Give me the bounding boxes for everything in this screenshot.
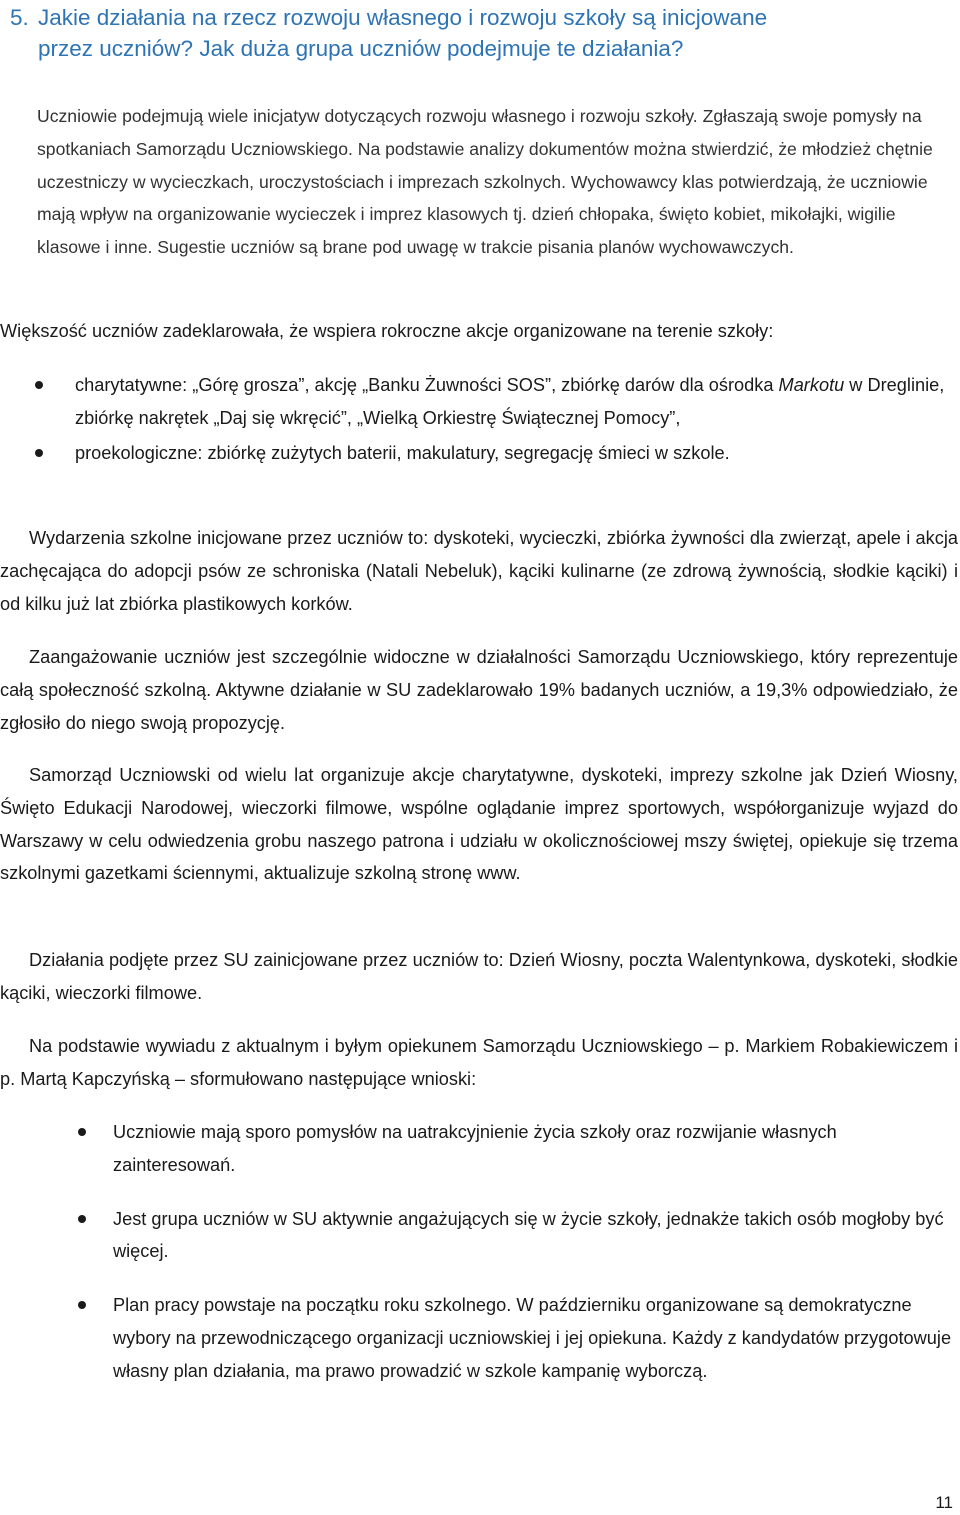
conclusion-text: Jest grupa uczniów w SU aktywnie angażujących się w życie szkoły, jednakże takich osób mogłoby być więcej.: [113, 1208, 944, 1262]
council-paragraph: [0, 759, 958, 890]
bullet-icon: [78, 1215, 86, 1223]
engagement-paragraph: [0, 641, 958, 739]
section-number: 5.: [10, 5, 29, 30]
bullet-icon: [35, 381, 43, 389]
council-text: Samorząd Uczniowski od wielu lat organizuje akcje charytatywne, dyskoteki, imprezy szkolne jak Dzień Wiosny, Święto Edukacji Narodowej, wieczorki filmowe, wspólne oglądanie imprez sportowych, współorganizuje wyjazd do Warszawy w celu odwiedzenia grobu naszego patrona i udziału w okolicznościowej mszy świętej, opiekuje się trzema szkolnymi gazetkami ściennymi, aktualizuje szkolną stronę www.: [0, 765, 958, 884]
bullet-icon: [78, 1301, 86, 1309]
list-item: [113, 1289, 953, 1387]
list-item: [75, 437, 955, 470]
section-heading-line-2: przez uczniów? Jak duża grupa uczniów podejmuje te działania?: [38, 36, 684, 61]
charity-text-start: charytatywne: „Górę grosza”, akcję „Banku Żuwności SOS”, zbiórkę darów dla ośrodka: [75, 375, 779, 395]
events-paragraph: [0, 522, 958, 620]
ecology-text: proekologiczne: zbiórkę zużytych baterii, makulatury, segregację śmieci w szkole.: [75, 442, 730, 463]
bullet-icon: [78, 1128, 86, 1136]
list-item: [113, 1203, 953, 1269]
charity-text-end: w Dreglinie, zbiórkę nakrętek „Daj się wkręcić”, „Wielką Orkiestrę Świątecznej Pomocy”,: [75, 375, 945, 428]
initiated-text: Działania podjęte przez SU zainicjowane przez uczniów to: Dzień Wiosny, poczta Walentynkowa, dyskoteki, słodkie kąciki, wieczorki filmowe.: [0, 950, 958, 1003]
list-item: [75, 369, 955, 435]
conclusion-text: Uczniowie mają sporo pomysłów na uatrakcyjnienie życia szkoły oraz rozwijanie własnych zainteresowań.: [113, 1122, 837, 1175]
school-actions-list: [75, 369, 955, 469]
intro-paragraph: Uczniowie podejmują wiele inicjatyw dotyczących rozwoju własnego i rozwoju szkoły. Zgłaszają swoje pomysły na spotkaniach Samorządu Uczniowskiego. Na podstawie analizy dokumentów można stwierdzić, że młodzież chętnie uczestniczy w wycieczkach, uroczystościach i imprezach szkolnych. Wychowawcy klas potwierdzają, że uczniowie mają wpływ na organizowanie wycieczek i imprez klasowych tj. dzień chłopaka, święto kobiet, mikołajki, wigilie klasowe i inne. Sugestie uczniów są brane pod uwagę w trakcie pisania planów wychowawczych.: [37, 106, 933, 258]
bullet-icon: [35, 449, 43, 457]
conclusion-text: Plan pracy powstaje na początku roku szkolnego. W październiku organizowane są demokratyczne wybory na przewodniczącego organizacji uczniowskiej i jej opiekuna. Każdy z kandydatów przygotowuje własny plan działania, ma prawo prowadzić w szkole kampanię wyborczą.: [113, 1295, 952, 1381]
initiated-paragraph: [0, 944, 958, 1010]
interview-text: Na podstawie wywiadu z aktualnym i byłym opiekunem Samorządu Uczniowskiego – p. Markiem Robakiewiczem i p. Martą Kapczyńską – sformułowano następujące wnioski:: [0, 1036, 958, 1089]
conclusions-list: [113, 1116, 953, 1388]
interview-paragraph: [0, 1030, 958, 1096]
section-heading: [10, 2, 955, 64]
section-heading-line-1: Jakie działania na rzecz rozwoju własnego i rozwoju szkoły są inicjowane: [38, 5, 768, 30]
charity-text-italic: Markotu: [778, 375, 845, 395]
declaration-paragraph: Większość uczniów zadeklarowała, że wspiera rokroczne akcje organizowane na terenie szkoły:: [0, 321, 774, 341]
engagement-text: Zaangażowanie uczniów jest szczególnie widoczne w działalności Samorządu Uczniowskiego, który reprezentuje całą społeczność szkolną. Aktywne działanie w SU zadeklarowało 19% badanych uczniów, a 19,3% odpowiedziało, że zgłosiło do niego swoją propozycję.: [0, 647, 958, 733]
events-text: Wydarzenia szkolne inicjowane przez uczniów to: dyskoteki, wycieczki, zbiórka żywności dla zwierząt, apele i akcja zachęcająca do adopcji psów ze schroniska (Natali Nebeluk), kąciki kulinarne (ze zdrową żywnością, słodkie kąciki) i od kilku już lat zbiórka plastikowych korków.: [0, 528, 958, 614]
list-item: [113, 1116, 953, 1182]
page-number: 11: [935, 1493, 953, 1512]
